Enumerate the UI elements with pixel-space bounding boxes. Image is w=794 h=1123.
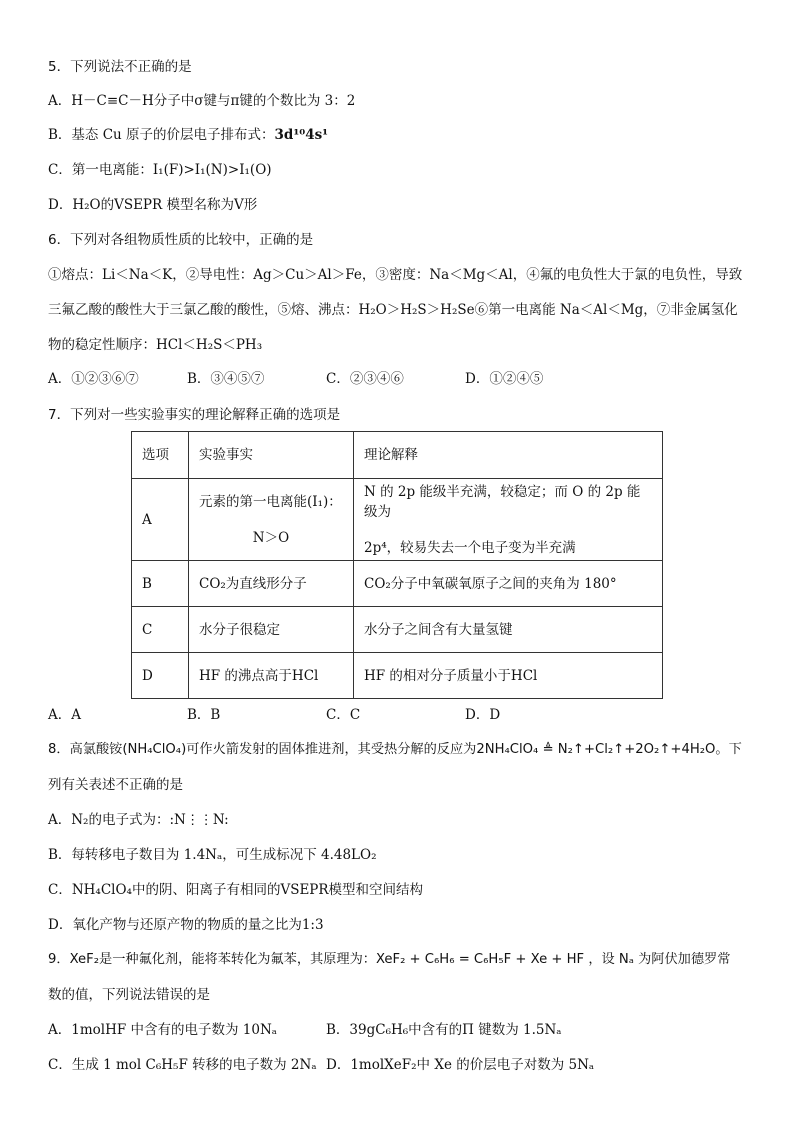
q5-option-a: A．H－C≡C－H分子中σ键与π键的个数比为 3：2 — [48, 93, 356, 109]
q6-option-a: A．①②③⑥⑦ — [48, 371, 139, 387]
row-a-fact-line2: N＞O — [252, 529, 290, 546]
q7-option-a: A．A — [48, 707, 81, 723]
q8-option-d: D．氧化产物与还原产物的物质的量之比为1:3 — [48, 917, 324, 933]
table-row-a — [132, 479, 663, 561]
table-row-c — [132, 607, 663, 653]
header-explanation: 理论解释 — [354, 432, 663, 479]
q6-option-d: D．①②④⑤ — [465, 371, 544, 387]
q7-options — [48, 705, 604, 725]
q9-options-row-2 — [48, 1055, 604, 1075]
q6-line-3: 物的稳定性顺序：HCl＜H₂S＜PH₃ — [48, 337, 263, 353]
table-header-row — [132, 432, 663, 479]
q9-option-b: B．39gC₆H₆中含有的Π 键数为 1.5Nₐ — [326, 1022, 562, 1038]
row-d-explanation: HF 的相对分子质量小于HCl — [354, 653, 663, 699]
header-option: 选项 — [132, 432, 189, 479]
row-a-fact-line1: 元素的第一电离能(I₁)： — [199, 493, 342, 510]
table-row-b — [132, 561, 663, 607]
row-c-fact: 水分子很稳定 — [189, 607, 354, 653]
row-a-fact — [189, 479, 354, 561]
row-b-fact: CO₂为直线形分子 — [189, 561, 354, 607]
row-a-exp-line2: 2p⁴，较易失去一个电子变为半充满 — [364, 539, 576, 556]
row-b-label: B — [132, 561, 189, 607]
q9-option-d: D．1molXeF₂中 Xe 的价层电子对数为 5Nₐ — [326, 1057, 595, 1073]
q9-option-a: A．1molHF 中含有的电子数为 10Nₐ — [48, 1022, 278, 1038]
table-row-d — [132, 653, 663, 699]
q5-stem: 5．下列说法不正确的是 — [48, 59, 192, 75]
q9-option-c: C．生成 1 mol C₆H₅F 转移的电子数为 2Nₐ — [48, 1057, 317, 1073]
q7-option-c: C．C — [326, 707, 361, 723]
q7-option-d: D．D — [465, 707, 501, 723]
q8-option-b: B．每转移电子数目为 1.4Nₐ，可生成标况下 4.48LO₂ — [48, 847, 377, 863]
row-d-fact: HF 的沸点高于HCl — [189, 653, 354, 699]
q5-option-b-text: B．基态 Cu 原子的价层电子排布式： — [48, 127, 275, 143]
q5-option-b — [48, 125, 328, 145]
q5-option-c: C．第一电离能：I₁(F)>I₁(N)>I₁(O) — [48, 162, 272, 178]
q8-line-2: 列有关表述不正确的是 — [48, 777, 183, 793]
q6-stem: 6．下列对各组物质性质的比较中，正确的是 — [48, 232, 314, 248]
q8-option-c: C．NH₄ClO₄中的阴、阳离子有相同的VSEPR模型和空间结构 — [48, 882, 424, 898]
row-b-explanation: CO₂分子中氧碳氧原子之间的夹角为 180° — [354, 561, 663, 607]
row-a-label: A — [132, 479, 189, 561]
q6-line-1: ①熔点：Li＜Na＜K，②导电性：Ag＞Cu＞Al＞Fe，③密度：Na＜Mg＜Al，④氟的电负性大于氯的电负性，导致 — [48, 267, 743, 283]
q8-line-1: 8．高氯酸铵(NH₄ClO₄)可作火箭发射的固体推进剂，其受热分解的反应为2NH₄ClO₄ ≜ N₂↑+Cl₂↑+2O₂↑+4H₂O。下 — [48, 742, 742, 757]
q9-options-row-1 — [48, 1020, 604, 1040]
row-d-label: D — [132, 653, 189, 699]
q7-option-b: B．B — [187, 707, 221, 723]
row-c-explanation: 水分子之间含有大量氢键 — [354, 607, 663, 653]
row-c-label: C — [132, 607, 189, 653]
q5-option-b-formula: 3d¹⁰4s¹ — [274, 127, 329, 143]
row-a-exp-line1: N 的 2p 能级半充满，较稳定；而 O 的 2p 能级为 — [364, 483, 641, 520]
q6-option-b: B．③④⑤⑦ — [187, 371, 265, 387]
q6-line-2: 三氟乙酸的酸性大于三氯乙酸的酸性，⑤熔、沸点：H₂O＞H₂S＞H₂Se⑥第一电离能 Na＜Al＜Mg，⑦非金属氢化 — [48, 302, 738, 318]
q9-line-2: 数的值，下列说法错误的是 — [48, 987, 210, 1003]
q9-line-1: 9．XeF₂是一种氟化剂，能将苯转化为氟苯，其原理为：XeF₂ + C₆H₆ = C₆H₅F + Xe + HF ，设 Nₐ 为阿伏加德罗常 — [48, 952, 731, 967]
q6-options — [48, 369, 604, 389]
q5-option-d: D．H₂O的VSEPR 模型名称为V形 — [48, 197, 258, 213]
row-a-explanation — [354, 479, 663, 561]
q8-option-a: A．N₂的电子式为：:N⋮⋮N: — [48, 812, 229, 828]
q7-stem: 7．下列对一些实验事实的理论解释正确的选项是 — [48, 407, 341, 423]
q7-table — [131, 431, 663, 699]
q6-option-c: C．②③④⑥ — [326, 371, 404, 387]
header-fact: 实验事实 — [189, 432, 354, 479]
